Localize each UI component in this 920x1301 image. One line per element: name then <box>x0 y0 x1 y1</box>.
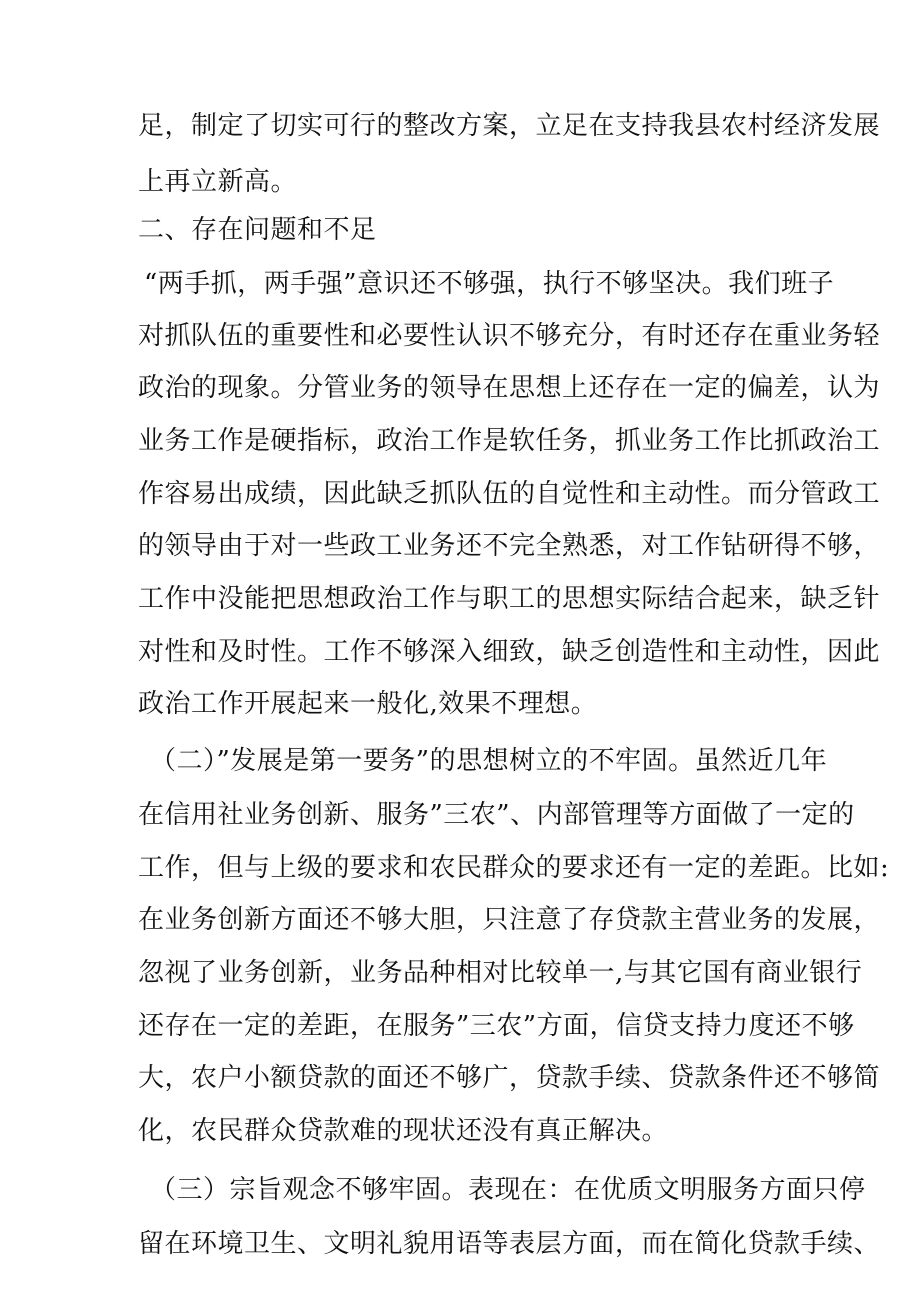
text-line: 对性和及时性。工作不够深入细致，缺乏创造性和主动性，因此 <box>138 637 881 667</box>
text-line: 作容易出成绩，因此缺乏抓队伍的自觉性和主动性。而分管政工 <box>138 479 881 509</box>
text-line: 工作中没能把思想政治工作与职工的思想实际结合起来，缺乏针 <box>138 584 881 614</box>
text-line: 对抓队伍的重要性和必要性认识不够充分，有时还存在重业务轻 <box>138 321 881 351</box>
text-line: 忽视了业务创新，业务品种相对比较单一,与其它国有商业银行 <box>138 958 863 988</box>
text-line: 上再立新高。 <box>138 167 298 197</box>
text-line: “两手抓，两手强”意识还不够强，执行不够坚决。我们班子 <box>144 269 835 299</box>
text-line: 工作，但与上级的要求和农民群众的要求还有一定的差距。比如: <box>138 853 890 883</box>
text-line: 在信用社业务创新、服务”三农”、内部管理等方面做了一定的 <box>138 800 855 830</box>
text-line: 的领导由于对一些政工业务还不完全熟悉，对工作钻研得不够， <box>138 531 881 561</box>
text-line: 足，制定了切实可行的整改方案，立足在支持我县农村经济发展 <box>138 111 881 141</box>
text-line: 化，农民群众贷款难的现状还没有真正解决。 <box>138 1116 669 1146</box>
text-line: 政治的现象。分管业务的领导在思想上还存在一定的偏差，认为 <box>138 373 881 403</box>
text-line: 还存在一定的差距，在服务”三农”方面，信贷支持力度还不够 <box>138 1011 855 1041</box>
text-line: （二）”发展是第一要务”的思想树立的不牢固。虽然近几年 <box>150 746 828 776</box>
text-line: （三）宗旨观念不够牢固。表现在：在优质文明服务方面只停 <box>150 1175 866 1205</box>
text-line: 在业务创新方面还不够大胆，只注意了存贷款主营业务的发展， <box>138 905 881 935</box>
text-line: 业务工作是硬指标，政治工作是软任务，抓业务工作比抓政治工 <box>138 426 881 456</box>
text-line: 留在环境卫生、文明礼貌用语等表层方面，而在简化贷款手续、 <box>138 1229 881 1259</box>
text-line: 政治工作开展起来一般化,效果不理想。 <box>138 689 598 719</box>
section-heading: 二、存在问题和不足 <box>138 215 377 245</box>
text-line: 大，农户小额贷款的面还不够广，贷款手续、贷款条件还不够简 <box>138 1063 881 1093</box>
